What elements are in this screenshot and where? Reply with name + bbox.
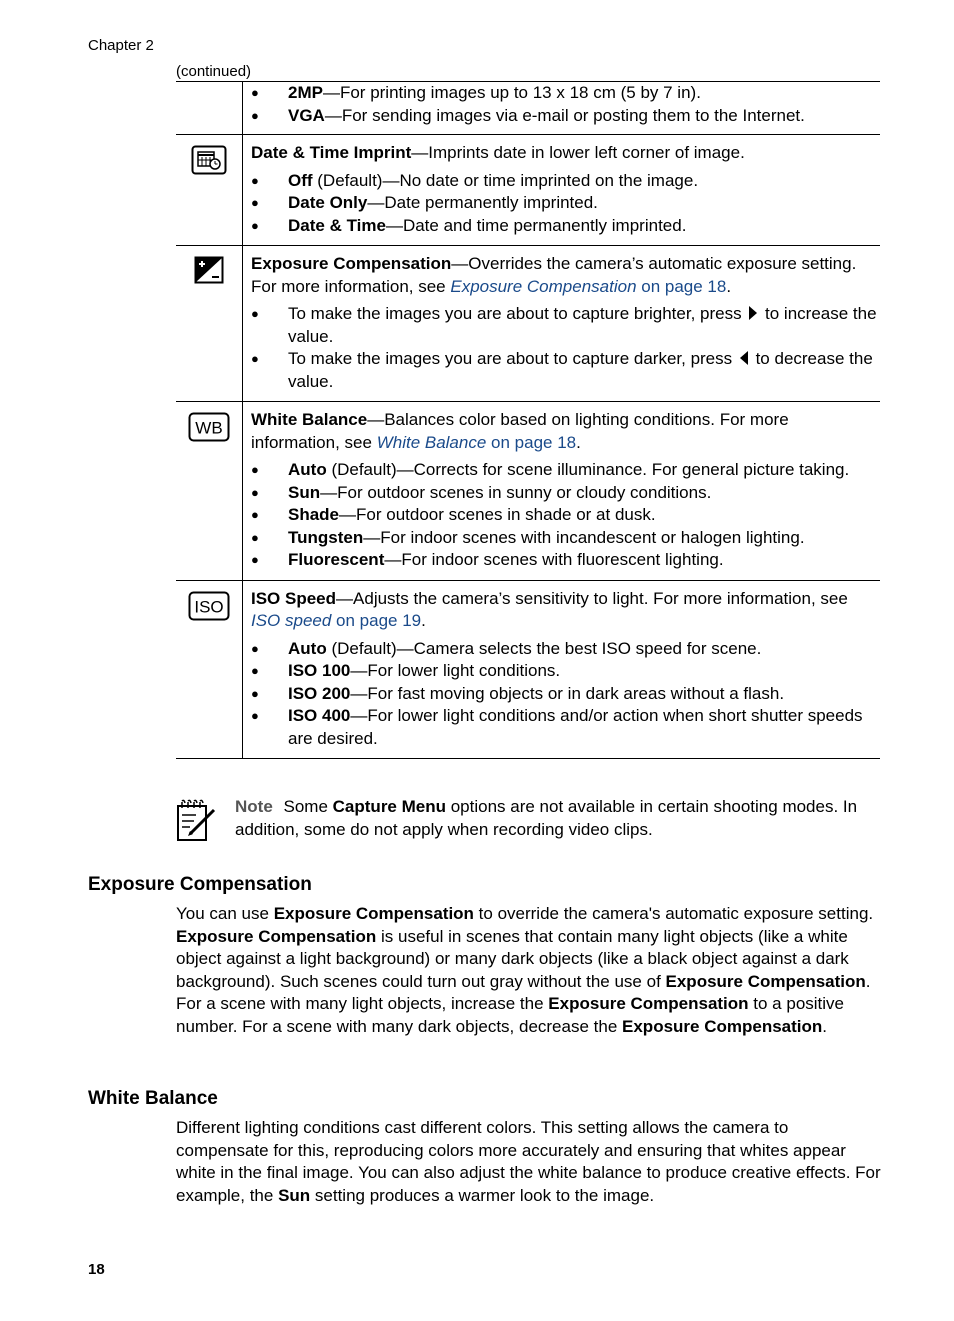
description-cell (243, 82, 881, 135)
list-item: ● To make the images you are about to capture darker, press to decrease the value. (251, 348, 880, 393)
white-balance-icon (188, 412, 230, 442)
white-balance-paragraph: Different lighting conditions cast different colors. This setting allows the camera to compensate for this, reproducing colors more accurately and ensuring that whites appear white in the final image. You can also adjust the white balance to produce creative effects. For example, the Sun setting produces a warmer look to the image. (176, 1118, 881, 1205)
list-item: ● Date Only—Date permanently imprinted. (251, 192, 880, 215)
list-item: ● VGA—For sending images via e-mail or posting them to the Internet. (251, 105, 880, 128)
exposure-compensation-heading: Exposure Compensation (88, 874, 312, 895)
white-balance-heading: White Balance (88, 1088, 218, 1109)
continued-label: (continued) (176, 63, 252, 80)
svg-text:WB: WB (195, 418, 223, 438)
table-row (176, 135, 880, 246)
table-row (176, 402, 880, 581)
table-row (176, 580, 880, 759)
list-item: ● ISO 400—For lower light conditions and/or action when short shutter speeds are desired. (251, 705, 880, 750)
list-item: ● Auto (Default)—Corrects for scene illuminance. For general picture taking. (251, 459, 880, 482)
page-number: 18 (88, 1261, 105, 1278)
icon-cell (176, 246, 243, 402)
list-item: ● Auto (Default)—Camera selects the best ISO speed for scene. (251, 638, 880, 661)
note-label: Note (235, 797, 273, 816)
icon-cell (176, 135, 243, 246)
icon-cell (176, 82, 243, 135)
list-item: ● Tungsten—For indoor scenes with incandescent or halogen lighting. (251, 527, 880, 550)
capture-menu-options-table (176, 81, 880, 759)
date-time-imprint-icon (191, 145, 227, 175)
white-balance-link[interactable]: White Balance on page 18 (376, 432, 577, 452)
left-arrow-icon (740, 351, 748, 365)
list-item: ● To make the images you are about to capture brighter, press to increase the value. (251, 303, 880, 348)
icon-cell (176, 402, 243, 581)
description-cell: Exposure Compensation—Overrides the camera’s automatic exposure setting. For more information, see Exposure Compensation on page 18. ● To make the images you are about to capture brighter, press to increase the value. ● To make the images you are about to capture darker, press to decrease the value. (243, 246, 881, 402)
note-icon (176, 798, 218, 842)
option-title: Exposure Compensation (251, 254, 452, 273)
table-row (176, 82, 880, 135)
list-item: ● Fluorescent—For indoor scenes with fluorescent lighting. (251, 549, 880, 572)
list-item: ● Date & Time—Date and time permanently imprinted. (251, 215, 880, 238)
option-title: White Balance (251, 410, 368, 429)
table-row (176, 246, 880, 402)
right-arrow-icon (749, 306, 757, 320)
option-title: ISO Speed (251, 588, 337, 608)
chapter-label: Chapter 2 (88, 37, 154, 54)
exposure-compensation-paragraph: You can use Exposure Compensation to override the camera's automatic exposure setting. Exposure Compensation is useful in scenes that contain many light objects (like a white object against a light background) or many dark objects (like a black object against a dark background). Such scenes could turn out gray without the use of Exposure Compensation. For a scene with many light objects, increase the Exposure Compensation to a positive number. For a scene with many dark objects, decrease the Exposure Compensation. (176, 904, 874, 1036)
description-cell: White Balance—Balances color based on lighting conditions. For more information, see White Balance on page 18. ● Auto (Default)—Corrects for scene illuminance. For general picture taking. ● Sun—For outdoor scenes in sunny or cloudy conditions. ● Shade—For outdoor scenes in shade or at dusk. ● Tungsten—For indoor scenes with incandescent or halogen lighting. ● Fluorescent—For indoor scenes with fluorescent lighting. (243, 402, 881, 581)
list-item: ● Shade—For outdoor scenes in shade or at dusk. (251, 504, 880, 527)
exposure-compensation-icon (194, 256, 224, 284)
note-text: Note Some Capture Menu options are not available in certain shooting modes. In addition, some do not apply when recording video clips. (235, 797, 858, 839)
list-item: ● 2MP—For printing images up to 13 x 18 cm (5 by 7 in). (251, 82, 880, 105)
iso-speed-icon (188, 591, 230, 621)
iso-speed-link[interactable]: ISO speed on page 19 (251, 611, 422, 630)
description-cell: ISO Speed—Adjusts the camera’s sensitivity to light. For more information, see ISO speed on page 19. ● Auto (Default)—Camera selects the best ISO speed for scene. ● ISO 100—For lower light conditions. ● ISO 200—For fast moving objects or in dark areas without a flash. ● ISO 400—For lower light conditions and/or action when short shutter speeds are desired. (243, 580, 881, 759)
option-title: Date & Time Imprint (251, 143, 412, 162)
icon-cell (176, 580, 243, 759)
note-box (176, 796, 881, 841)
list-item: ● ISO 100—For lower light conditions. (251, 660, 880, 683)
list-item: ● ISO 200—For fast moving objects or in dark areas without a flash. (251, 683, 880, 706)
list-item: ● Off (Default)—No date or time imprinted on the image. (251, 170, 880, 193)
exposure-compensation-link[interactable]: Exposure Compensation on page 18 (450, 276, 727, 296)
list-item: ● Sun—For outdoor scenes in sunny or cloudy conditions. (251, 482, 880, 505)
svg-text:ISO: ISO (194, 597, 224, 616)
description-cell: Date & Time Imprint—Imprints date in lower left corner of image. ● Off (Default)—No date or time imprinted on the image. ● Date Only—Date permanently imprinted. ● Date & Time—Date and time permanently imprinted. (243, 135, 881, 246)
